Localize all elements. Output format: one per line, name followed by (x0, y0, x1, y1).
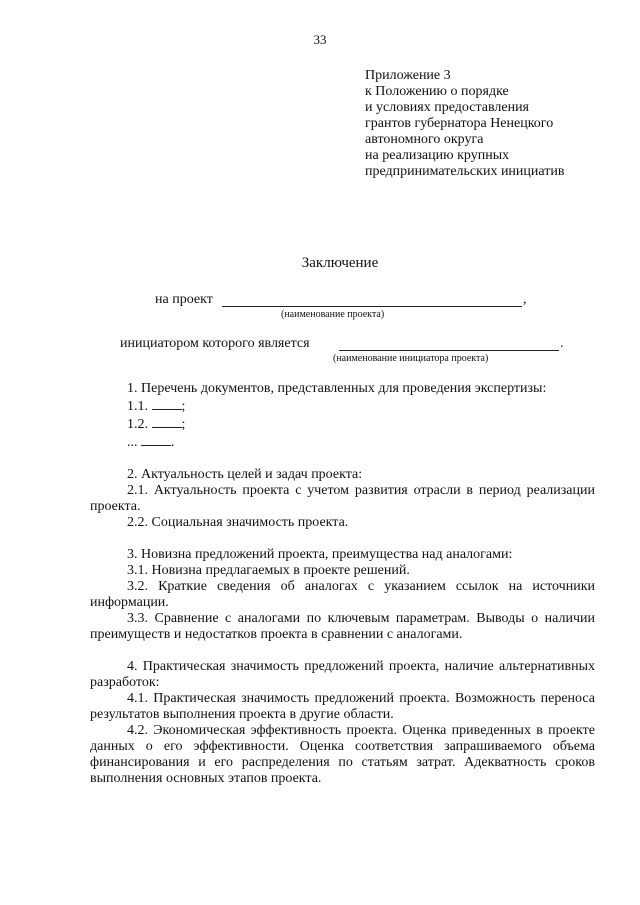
project-line-suffix: , (523, 292, 527, 307)
document-title: Заключение (301, 255, 379, 271)
item-prefix: 1.1. (127, 399, 148, 414)
item-suffix: ; (181, 399, 186, 414)
appendix-line: предпринимательских инициатив (365, 164, 565, 179)
section-3-heading: 3. Новизна предложений проекта, преимущества над аналогами: (127, 547, 513, 562)
section-3-paragraph: 3.1. Новизна предлагаемых в проекте решений. (127, 563, 410, 578)
section-4-heading: 4. Практическая значимость предложений проекта, наличие альтернативных разработок: (90, 659, 595, 690)
section-2-paragraph: 2.2. Социальная значимость проекта. (127, 515, 349, 530)
spacer (90, 531, 595, 547)
doc-list-item (90, 433, 595, 451)
appendix-header (365, 68, 635, 180)
initiator-line (120, 336, 570, 352)
appendix-line: автономного округа (365, 132, 484, 147)
project-name-field[interactable] (222, 292, 522, 307)
section-2-heading: 2. Актуальность целей и задач проекта: (127, 467, 363, 482)
section-4-paragraph: 4.1. Практическая значимость предложений проекта. Возможность переноса результатов выполнения проекта в другие области. (90, 691, 595, 722)
initiator-name-field[interactable] (339, 336, 559, 351)
initiator-label: инициатором которого является (120, 336, 310, 351)
appendix-line: на реализацию крупных (365, 148, 510, 163)
item-prefix: ... (127, 435, 138, 450)
item-suffix: . (171, 435, 175, 450)
project-line (155, 292, 535, 308)
spacer (90, 643, 595, 659)
spacer (90, 451, 595, 467)
doc-list-item (90, 415, 595, 433)
project-label: на проект (155, 292, 213, 307)
section-2-paragraph: 2.1. Актуальность проекта с учетом развития отрасли в период реализации проекта. (90, 483, 595, 514)
initiator-line-suffix: . (560, 336, 564, 351)
item-suffix: ; (181, 417, 186, 432)
item-prefix: 1.2. (127, 417, 148, 432)
document-body (90, 381, 595, 787)
doc-list-item (90, 397, 595, 415)
doc-item-blank[interactable] (152, 397, 182, 410)
initiator-caption: (наименование инициатора проекта) (333, 353, 489, 364)
appendix-line: и условиях предоставления (365, 100, 529, 115)
section-4-paragraph: 4.2. Экономическая эффективность проекта. Оценка приведенных в проекте данных о его эффективности. Оценка соответствия запрашиваемого объема финансирования и его распределения по статьям затрат. Адекватность сроков выполнения основных этапов проекта. (90, 723, 595, 786)
section-3-paragraph: 3.2. Краткие сведения об аналогах с указанием ссылок на источники информации. (90, 579, 595, 610)
doc-item-blank[interactable] (141, 433, 171, 446)
appendix-line: Приложение 3 (365, 68, 451, 83)
appendix-line: к Положению о порядке (365, 84, 509, 99)
appendix-line: грантов губернатора Ненецкого (365, 116, 554, 131)
doc-item-blank[interactable] (152, 415, 182, 428)
project-caption: (наименование проекта) (281, 309, 385, 320)
section-3-paragraph: 3.3. Сравнение с аналогами по ключевым параметрам. Выводы о наличии преимуществ и недостатков проекта в сравнении с аналогами. (90, 611, 595, 642)
page-number: 33 (313, 32, 327, 47)
section-1-heading: 1. Перечень документов, представленных для проведения экспертизы: (127, 381, 547, 396)
